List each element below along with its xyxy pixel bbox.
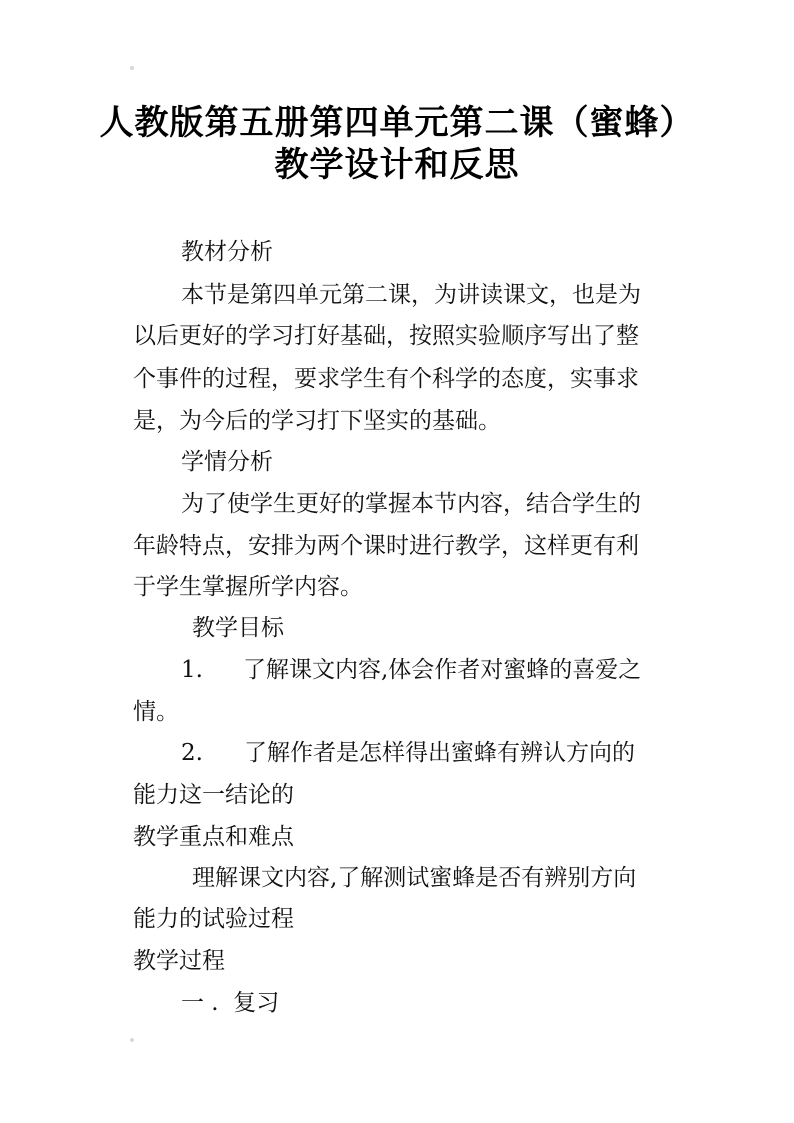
textbook-paragraph-line3: 个事件的过程，要求学生有个科学的态度，实事求 xyxy=(133,366,639,392)
textbook-paragraph-line2: 以后更好的学习打好基础，按照实验顺序写出了整 xyxy=(133,323,639,349)
goal-1-line1 xyxy=(181,655,641,685)
textbook-paragraph-line1: 本节是第四单元第二课，为讲读课文，也是为 xyxy=(181,282,641,308)
learner-paragraph-line1: 为了使学生更好的掌握本节内容，结合学生的 xyxy=(181,491,641,517)
goal-2-line2: 能力这一结论的 xyxy=(133,782,294,808)
scan-mark-bottom xyxy=(130,1038,134,1042)
learner-paragraph-line2: 年龄特点，安排为两个课时进行教学，这样更有利 xyxy=(133,533,639,559)
goal-1-line2: 情。 xyxy=(133,699,179,725)
goal-1-number: 1. xyxy=(181,657,203,683)
key-points-heading: 教学重点和难点 xyxy=(133,824,294,850)
goal-2-text: 了解作者是怎样得出蜜蜂有辨认方向的 xyxy=(244,740,635,766)
teaching-goals-heading: 教学目标 xyxy=(192,615,284,641)
goal-1-text: 了解课文内容,体会作者对蜜蜂的喜爱之 xyxy=(243,657,642,683)
teaching-process-heading: 教学过程 xyxy=(133,948,225,974)
textbook-analysis-heading: 教材分析 xyxy=(181,239,273,265)
document-title-line2: 教学设计和反思 xyxy=(274,145,520,185)
key-points-line2: 能力的试验过程 xyxy=(133,906,294,932)
scan-mark-top xyxy=(130,66,134,70)
process-step-1: 一 . 复习 xyxy=(181,990,280,1016)
document-title-line1: 人教版第五册第四单元第二课（蜜蜂） xyxy=(99,103,695,143)
goal-2-number: 2. xyxy=(181,740,203,766)
learner-analysis-heading: 学情分析 xyxy=(181,449,273,475)
key-points-line1: 理解课文内容,了解测试蜜蜂是否有辨别方向 xyxy=(192,865,637,891)
goal-2-line1 xyxy=(181,738,635,768)
textbook-paragraph-line4: 是，为今后的学习打下坚实的基础。 xyxy=(133,408,501,434)
learner-paragraph-line3: 于学生掌握所学内容。 xyxy=(133,574,363,600)
